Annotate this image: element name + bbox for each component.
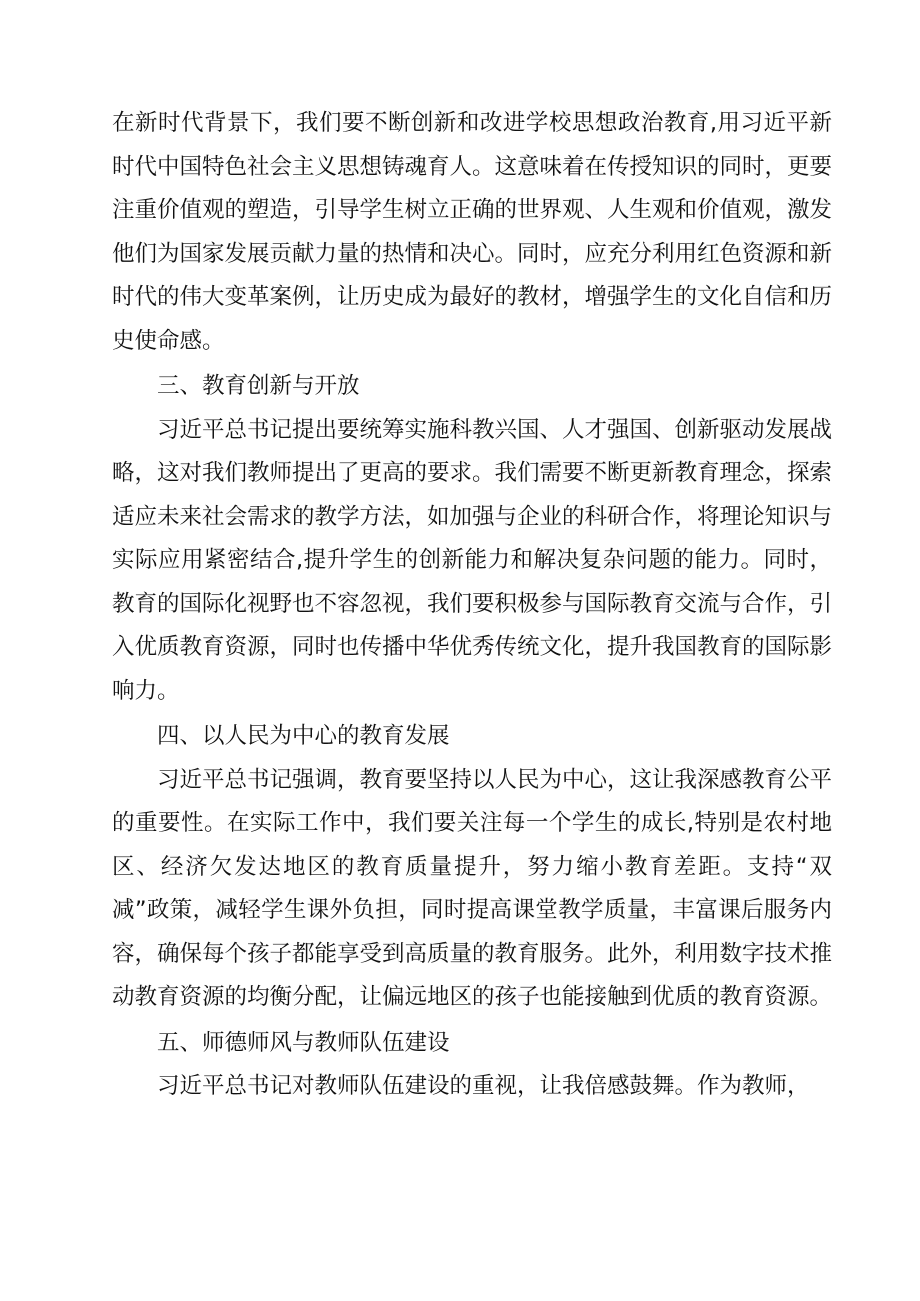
paragraph-intro-continuation: 在新时代背景下，我们要不断创新和改进学校思想政治教育,用习近平新时代中国特色社会主义思想铸魂育人。这意味着在传授知识的同时，更要注重价值观的塑造，引导学生树立正确的世界观、人生观和价值观，激发他们为国家发展贡献力量的热情和决心。同时，应充分利用红色资源和新时代的伟大变革案例，让历史成为最好的教材，增强学生的文化自信和历史使命感。	[112, 110, 833, 354]
paragraph-people-centered: 习近平总书记强调，教育要坚持以人民为中心，这让我深感教育公平的重要性。在实际工作中，我们要关注每一个学生的成长,特别是农村地区、经济欠发达地区的教育质量提升，努力缩小教育差距。支持“双减”政策，减轻学生课外负担，同时提高课堂教学质量，丰富课后服务内容，确保每个孩子都能享受到高质量的教育服务。此外，利用数字技术推动教育资源的均衡分配，让偏远地区的孩子也能接触到优质的教育资源。	[112, 766, 833, 1010]
section-heading-3: 三、教育创新与开放	[157, 373, 360, 399]
paragraph-education-innovation: 习近平总书记提出要统筹实施科教兴国、人才强国、创新驱动发展战略，这对我们教师提出了更高的要求。我们需要不断更新教育理念，探索适应未来社会需求的教学方法，如加强与企业的科研合作，将理论知识与实际应用紧密结合,提升学生的创新能力和解决复杂问题的能力。同时，教育的国际化视野也不容忽视，我们要积极参与国际教育交流与合作，引入优质教育资源，同时也传播中华优秀传统文化，提升我国教育的国际影响力。	[112, 416, 833, 704]
paragraph-teacher-ethics: 习近平总书记对教师队伍建设的重视，让我倍感鼓舞。作为教师，	[157, 1073, 810, 1099]
document-body	[112, 102, 832, 1109]
section-heading-5: 五、师德师风与教师队伍建设	[157, 1029, 450, 1056]
section-heading-4: 四、以人民为中心的教育发展	[157, 723, 450, 749]
